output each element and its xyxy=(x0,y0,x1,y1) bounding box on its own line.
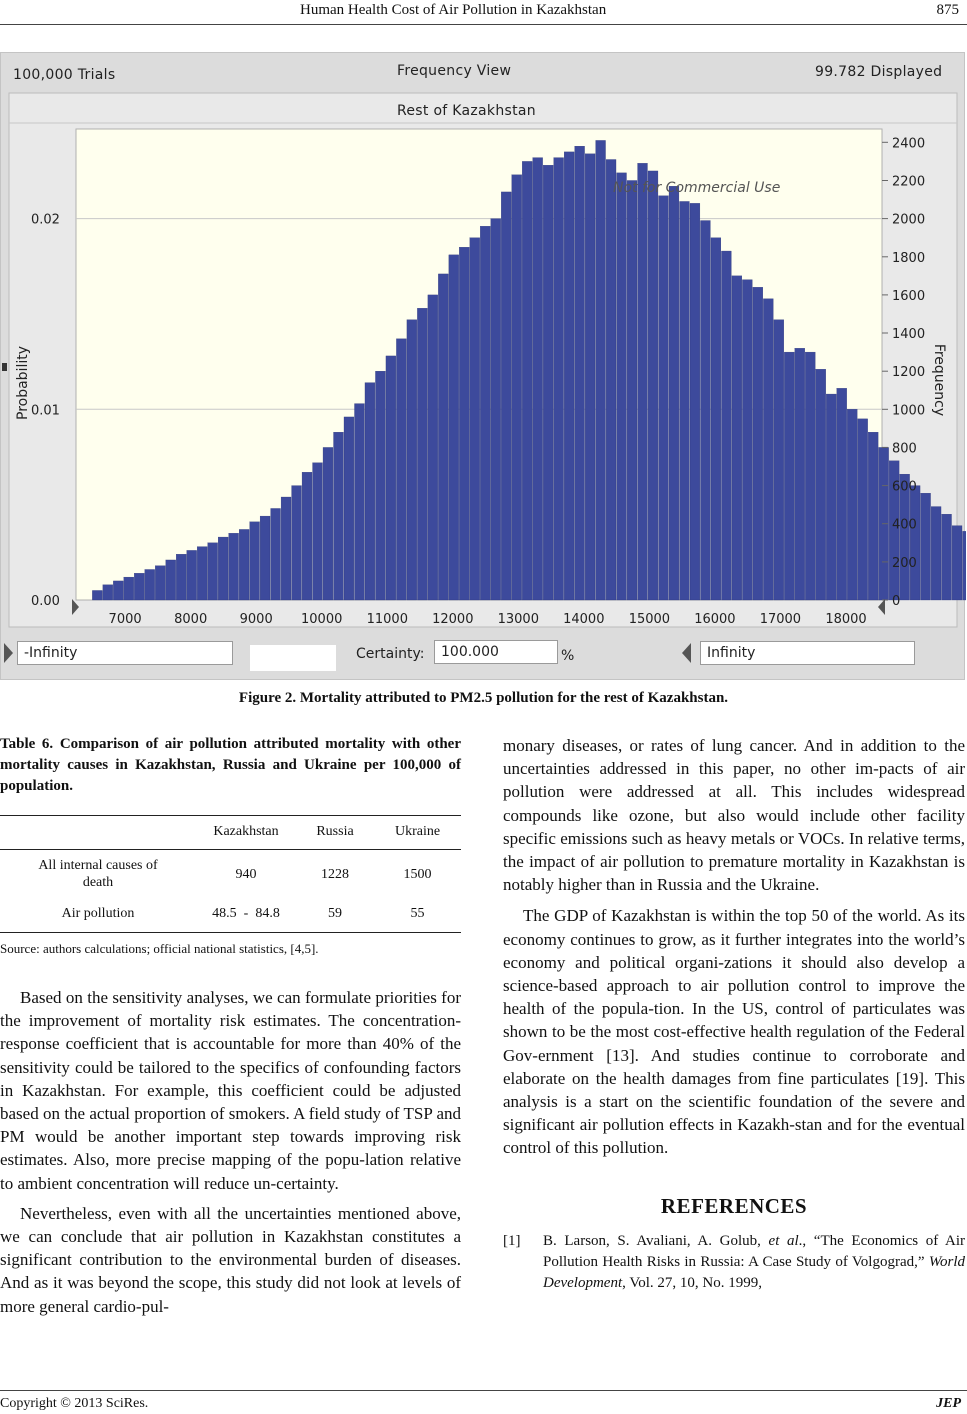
histogram-bar xyxy=(501,192,511,600)
x-tick-label: 15000 xyxy=(628,612,671,627)
chart-title: Rest of Kazakhstan xyxy=(397,103,536,119)
histogram-bar xyxy=(491,219,501,600)
histogram-bar xyxy=(868,432,878,600)
table-cell: Air pollution xyxy=(0,898,196,933)
y-right-tick-label: 800 xyxy=(892,441,917,457)
histogram-bar xyxy=(742,280,752,600)
histogram-bar xyxy=(334,432,344,600)
x-tick-label: 18000 xyxy=(825,612,867,627)
x-tick-label: 7000 xyxy=(108,612,142,627)
histogram-bar xyxy=(606,160,616,600)
right-bound-field[interactable]: Infinity xyxy=(700,641,915,665)
table-cell: 48.5 - 84.8 xyxy=(196,898,296,933)
histogram-bar xyxy=(176,554,186,600)
histogram-bar xyxy=(564,152,574,600)
comparison-table xyxy=(0,815,461,933)
figure-window xyxy=(0,52,965,680)
histogram-bar xyxy=(250,522,260,600)
histogram-bar xyxy=(459,247,469,600)
histogram-bar xyxy=(837,388,847,600)
histogram-bar xyxy=(585,154,595,600)
y-left-tick-label: 0.00 xyxy=(31,594,60,609)
histogram-bar xyxy=(774,320,784,600)
certainty-input[interactable]: 100.000 xyxy=(434,640,558,664)
right-column xyxy=(503,734,965,1294)
footer-rule xyxy=(0,1390,967,1391)
histogram-bar xyxy=(208,543,218,600)
histogram-bar xyxy=(763,299,773,600)
journal-footer: JEP xyxy=(936,1396,961,1411)
table-row xyxy=(0,850,461,899)
x-tick-label: 13000 xyxy=(497,612,539,627)
histogram-bar xyxy=(700,221,710,600)
table-source-note: Source: authors calculations; official national statistics, [4,5]. xyxy=(0,941,319,956)
histogram-bar xyxy=(271,508,281,600)
y-axis-label-right: Frequency xyxy=(931,343,947,417)
histogram-bar xyxy=(596,140,606,600)
histogram-bar xyxy=(155,566,165,600)
certainty-label: Certainty: xyxy=(356,646,425,662)
y-right-tick-label: 2400 xyxy=(892,136,926,152)
histogram-bar xyxy=(166,560,176,600)
histogram-bar xyxy=(375,371,385,600)
trials-label: 100,000 Trials xyxy=(13,67,116,83)
histogram-bar xyxy=(533,158,543,600)
y-axis-label-left: Probability xyxy=(15,345,31,421)
histogram-bar xyxy=(480,226,490,600)
x-tick-label: 8000 xyxy=(174,612,208,627)
histogram-bar xyxy=(732,276,742,600)
left-slider-arrow-icon[interactable] xyxy=(4,643,13,663)
table-cell: 1500 xyxy=(403,866,432,882)
table-cell: 59 xyxy=(296,898,374,933)
histogram-bar xyxy=(355,404,365,600)
histogram-bar xyxy=(627,180,637,600)
x-tick-label: 16000 xyxy=(694,612,736,627)
histogram-bar xyxy=(858,419,868,600)
histogram-bar xyxy=(952,526,962,600)
y-right-tick-label: 0 xyxy=(892,594,901,609)
histogram-bar xyxy=(543,165,553,600)
y-right-tick-label: 400 xyxy=(892,517,917,533)
y-left-tick-label: 0.01 xyxy=(31,403,60,419)
reference-journal: World Development xyxy=(543,1253,965,1291)
histogram-bar xyxy=(575,146,585,600)
view-label: Frequency View xyxy=(397,63,512,79)
histogram-bar xyxy=(281,497,291,600)
histogram-bar xyxy=(942,514,952,600)
histogram-bar xyxy=(847,409,857,600)
histogram-bar xyxy=(512,175,522,600)
table-header-blank xyxy=(0,816,196,850)
right-slider-arrow-icon[interactable] xyxy=(682,643,691,663)
histogram-bar xyxy=(187,550,197,600)
page-number: 875 xyxy=(936,2,959,18)
left-column xyxy=(0,734,461,1318)
left-edge-marker xyxy=(2,363,7,371)
histogram-bar xyxy=(554,158,564,600)
histogram-bar xyxy=(313,463,323,600)
histogram-bar xyxy=(92,590,102,600)
histogram-bar xyxy=(680,201,690,600)
table-cell: All internal causes of death xyxy=(38,858,158,890)
x-tick-label: 17000 xyxy=(759,612,802,627)
histogram-bar xyxy=(218,537,228,600)
histogram-bar xyxy=(690,203,700,600)
histogram-bar xyxy=(239,529,249,600)
blank-field xyxy=(250,645,336,671)
histogram-bar xyxy=(805,352,815,600)
table-cell: 1228 xyxy=(321,866,349,882)
paragraph: Nevertheless, even with all the uncertainties mentioned above, we can conclude that air pollution in Kazakhstan constitutes a significant contribution to the environmental burden of diseases. And as it was beyond the scope, this study did not look at levels of more general cardio-pul- xyxy=(0,1203,461,1316)
table-header-kazakhstan: Kazakhstan xyxy=(196,816,296,850)
histogram-bar xyxy=(659,196,669,600)
figure-caption: Figure 2. Mortality attributed to PM2.5 pollution for the rest of Kazakhstan. xyxy=(238,690,729,706)
histogram-bar xyxy=(396,339,406,600)
histogram-bar xyxy=(784,352,794,600)
references-heading: REFERENCES xyxy=(660,1193,808,1218)
table-header-russia: Russia xyxy=(296,816,374,850)
histogram-bar xyxy=(407,320,417,600)
reference-etal: et al xyxy=(768,1232,799,1249)
histogram-bar xyxy=(826,394,836,600)
y-right-tick-label: 2200 xyxy=(892,174,926,190)
histogram-bar xyxy=(648,171,658,600)
histogram-bar xyxy=(197,547,207,600)
histogram-bar xyxy=(449,255,459,600)
histogram-bar xyxy=(816,369,826,600)
histogram-bar xyxy=(365,383,375,600)
reference-number: [1] xyxy=(503,1232,521,1249)
histogram-bar xyxy=(113,581,123,600)
paragraph: monary diseases, or rates of lung cancer. And in addition to the uncertainties addressed in this paper, no other im-pacts of air pollution were addressed at all. This includes widespread compounds like ozone, but also would include other facility specific emissions such as heavy metals or VOCs. In relative terms, the impact of air pollution to premature mortality in Kazakhstan is notably higher than in Russia and the Ukraine. xyxy=(503,736,965,895)
x-tick-label: 10000 xyxy=(301,612,343,627)
histogram-bar xyxy=(721,251,731,600)
histogram-bar xyxy=(795,348,805,600)
paragraph: Based on the sensitivity analyses, we can formulate priorities for the improvement of mortality risk estimates. The concentration-response coefficient that is accountable for more than 40% of the sensitivity could be tailored to the specifics of confounding factors in Kazakhstan. For example, this coefficient could be adjusted based on the actual proportion of smokers. A field study of TSP and PM would be another important step towards improving risk estimates. Also, more precise mapping of the popu-lation relative to ambient concentration will reduce un-certainty. xyxy=(0,988,461,1193)
histogram-bar xyxy=(145,569,155,600)
reference-title: ., “The Economics of Air Pollution Health Risks in Russia: A Case Study of Volgograd,” xyxy=(543,1232,966,1270)
reference-item xyxy=(503,1231,965,1294)
histogram-bar xyxy=(260,516,270,600)
histogram-bar xyxy=(753,287,763,600)
histogram-bar xyxy=(669,186,679,600)
y-right-tick-label: 1800 xyxy=(892,250,926,266)
copyright-footer: Copyright © 2013 SciRes. xyxy=(0,1396,149,1411)
x-tick-label: 12000 xyxy=(432,612,474,627)
x-tick-label: 11000 xyxy=(366,612,408,627)
y-right-tick-label: 200 xyxy=(892,555,917,571)
x-tick-label: 9000 xyxy=(239,612,273,627)
table-header-ukraine: Ukraine xyxy=(374,816,461,850)
histogram-bar xyxy=(522,161,532,600)
histogram-bar xyxy=(134,573,144,600)
histogram-bar xyxy=(428,295,438,600)
y-right-tick-label: 600 xyxy=(892,479,917,495)
histogram-bar xyxy=(617,173,627,600)
reference-details: , Vol. 27, 10, No. 1999, xyxy=(622,1274,763,1291)
table-cell: 55 xyxy=(374,898,461,933)
histogram-bar xyxy=(229,533,239,600)
table-cell: 940 xyxy=(235,866,257,882)
histogram-bar xyxy=(417,308,427,600)
y-right-tick-label: 1600 xyxy=(892,288,926,304)
histogram-bar xyxy=(292,486,302,600)
histogram-bar xyxy=(638,163,648,600)
histogram-bar xyxy=(344,417,354,600)
running-head xyxy=(0,0,967,24)
histogram-bar xyxy=(963,531,966,600)
y-left-tick-label: 0.02 xyxy=(31,212,60,228)
watermark-text: Not for Commercial Use xyxy=(613,180,781,196)
displayed-label: 99.782 Displayed xyxy=(815,64,943,80)
table-row xyxy=(0,898,461,933)
histogram-bar xyxy=(910,486,920,600)
histogram-bar xyxy=(438,274,448,600)
y-right-tick-label: 1200 xyxy=(892,365,926,381)
histogram-bar xyxy=(921,493,931,600)
paragraph: The GDP of Kazakhstan is within the top 50 of the world. As its economy continues to grow, as it further integrates into the world’s economy and political organi-zations it should also develop a science-based approach to air pollution control to improve the health of the popula-tion. In the US, control of particulates was shown to be the most cost-effective health regulation of the Federal Gov-ernment [13]. And studies continue to corroborate and elaborate on the health damages from fine particulates [19]. This analysis is a start on the scientific foundation of the severe and significant air pollution effects in Kazakh-stan and for the eventual control of this pollution. xyxy=(503,906,965,1158)
percent-symbol: % xyxy=(561,648,575,664)
histogram-bar xyxy=(323,447,333,600)
histogram-bar xyxy=(470,238,480,600)
y-right-tick-label: 1400 xyxy=(892,327,926,342)
header-rule xyxy=(0,24,967,25)
running-title: Human Health Cost of Air Pollution in Kazakhstan xyxy=(300,2,607,18)
histogram-bar xyxy=(124,577,134,600)
table-caption: Table 6. Comparison of air pollution attributed mortality with other mortality causes in Kazakhstan, Russia and Ukraine per 100,000 of population. xyxy=(0,736,461,794)
y-right-tick-label: 2000 xyxy=(892,212,926,228)
histogram-bar xyxy=(931,507,941,600)
left-bound-field[interactable]: -Infinity xyxy=(17,641,233,665)
histogram-bar xyxy=(302,472,312,600)
reference-authors: B. Larson, S. Avaliani, A. Golub, xyxy=(543,1232,769,1249)
histogram-bar xyxy=(711,238,721,600)
histogram-bar xyxy=(386,356,396,600)
histogram-chart xyxy=(1,53,966,681)
histogram-bar xyxy=(103,585,113,600)
x-tick-label: 14000 xyxy=(563,612,605,627)
y-right-tick-label: 1000 xyxy=(892,403,926,419)
